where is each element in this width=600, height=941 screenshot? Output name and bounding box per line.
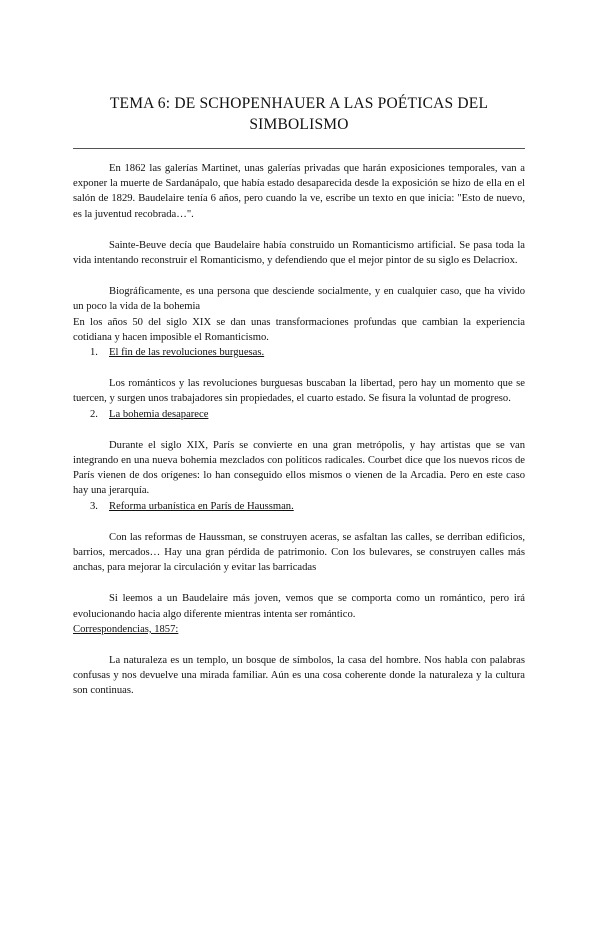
title-divider: [73, 148, 525, 149]
paragraph-3: Biográficamente, es una persona que desciende socialmente, y en cualquier caso, que ha vivido un poco la vida de la bohemia: [73, 286, 525, 313]
section-number-3: 3.: [90, 500, 98, 512]
section-heading-1: [90, 345, 525, 360]
document-body: [73, 161, 525, 699]
section-number-2: 2.: [90, 408, 98, 420]
paragraph-7: Con las reformas de Haussman, se construyen aceras, se asfaltan las calles, se derriban edificios, barrios, mercados… Hay una gran pérdida de patrimonio. Con los bulevares, se construyen calles más anchas, para mejorar la circulación y evitar las barricadas: [73, 531, 525, 574]
paragraph-1: En 1862 las galerías Martinet, unas galerías privadas que harán exposiciones temporales, van a exponer la muerte de Sardanápalo, que había estado desaparecida desde la exposición se hizo de ella en el salón de 1829. Baudelaire tenía 6 años, pero cuando la ve, escribe un texto en que inicia: "Esto de nuevo, es la juventud recobrada…".: [73, 163, 525, 220]
paragraph-9: La naturaleza es un templo, un bosque de símbolos, la casa del hombre. Nos habla con palabras confusas y nos devuelve una mirada familiar. Aún es una cosa coherente donde la naturaleza y la cultura son continuas.: [73, 655, 525, 697]
section-heading-3: [90, 499, 525, 514]
section-number-1: 1.: [90, 347, 98, 359]
paragraph-2: Sainte-Beuve decía que Baudelaire había construido un Romanticismo artificial. Se pasa toda la vida intentando reconstruir el Romanticismo, y defendiendo que el mejor pintor de su siglo es Delacriox.: [73, 239, 525, 267]
correspondencias-heading: Correspondencias, 1857:: [73, 623, 179, 635]
section-heading-2: [90, 407, 525, 422]
section-title-1: El fin de las revoluciones burguesas.: [109, 347, 265, 359]
section-title-2: La bohemia desaparece: [109, 408, 209, 420]
document-title: TEMA 6: DE SCHOPENHAUER A LAS POÉTICAS DEL SIMBOLISMO: [109, 95, 489, 133]
paragraph-5: Los románticos y las revoluciones burguesas buscaban la libertad, pero hay un momento que se tuercen, y surgen unos trabajadores sin propiedades, el cuarto estado. Se fisura la voluntad de progreso.: [73, 378, 525, 405]
paragraph-4: En los años 50 del siglo XIX se dan unas transformaciones profundas que cambian la experiencia cotidiana y hacen imposible el Romanticismo.: [73, 316, 525, 343]
document-page: [0, 93, 600, 941]
paragraph-8: Si leemos a un Baudelaire más joven, vemos que se comporta como un romántico, pero irá evolucionando hacia algo diferente mientras intenta ser romántico.: [73, 593, 525, 620]
paragraph-6: Durante el siglo XIX, París se convierte en una gran metrópolis, y hay artistas que se van integrando en una nueva bohemia mezclados con políticos radicales. Courbet dice que los nuevos ricos de París vienen de dos orígenes: lo han conseguido ellos mismos o vienen de la Arcadia. Pero en este caso hay una jerarquía.: [73, 439, 525, 497]
section-title-3: Reforma urbanística en París de Haussman.: [109, 500, 294, 512]
